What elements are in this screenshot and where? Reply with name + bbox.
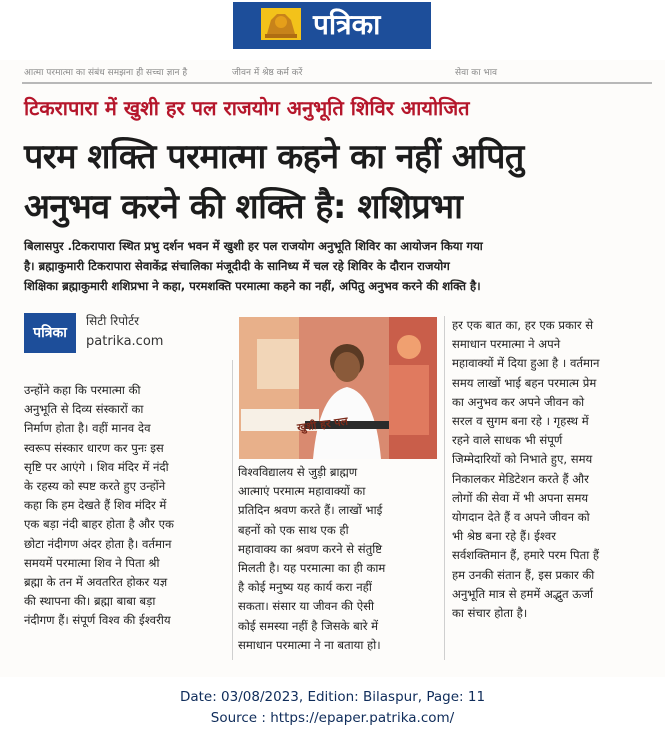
body-line: सरल व सुगम बना रहे । गृहस्थ में	[452, 414, 589, 429]
photo-banner-text: खुशी हर पल	[296, 414, 349, 435]
masthead-name: पत्रिका	[313, 8, 381, 41]
body-line: नंदीगण हैं। संपूर्ण विश्व की ईश्वरीय	[24, 613, 171, 628]
body-line: सर्वशक्तिमान हैं, हमारे परम पिता हैं	[452, 548, 600, 563]
body-line: मिलती है। यह परमात्मा का ही काम	[238, 561, 386, 576]
top-rule	[22, 82, 652, 84]
footer-date-line: Date: 03/08/2023, Edition: Bilaspur, Page: 11	[179, 689, 486, 705]
body-line: हम उनकी संतान हैं, इस प्रकार की	[452, 567, 595, 582]
article-lead	[24, 236, 640, 296]
body-line: विश्वविद्यालय से जुड़ी ब्राह्मण	[238, 465, 358, 479]
lead-line: है। ब्रह्माकुमारी टिकरापारा सेवाकेंद्र संचालिका मंजूदीदी के सानिध्य में चल रहे शिविर के दौरान राजयोग	[24, 259, 450, 273]
byline: सिटी रिपोर्टर	[86, 314, 140, 328]
body-line: सृष्टि पर आएंगे । शिव मंदिर में नंदी	[24, 459, 169, 474]
body-line: एक बड़ा नंदी बाहर होता है और एक	[24, 517, 174, 532]
lead-line: शिक्षिका ब्रह्माकुमारी शशिप्रभा ने कहा, परमशक्ति परमात्मा कहने का नहीं, अपितु अनुभव करने की शक्ति है।	[24, 279, 481, 293]
patrika-masthead	[233, 2, 431, 49]
article-kicker: टिकरापारा में खुशी हर पल राजयोग अनुभूति शिविर आयोजित	[24, 96, 470, 120]
headline-line-1: परम शक्ति परमात्मा कहने का नहीं अपितु	[24, 137, 524, 177]
body-line: अनुभूति मात्र से हममें अद्भुत ऊर्जा	[452, 586, 593, 601]
body-line: प्रतिदिन श्रवण करते हैं। लाखों भाई	[238, 503, 383, 518]
patrika-logo-badge: पत्रिका	[24, 313, 76, 353]
body-line: रहने वाले साधक भी संपूर्ण	[452, 433, 563, 448]
column-divider	[232, 360, 233, 660]
body-line: ब्रह्मा के तन में अवतरित होकर यज्ञ	[24, 575, 168, 590]
body-line: महावाक्यों में दिया हुआ है । वर्तमान	[452, 356, 600, 371]
body-line: आत्माएं परमात्म महावाक्यों का	[238, 484, 366, 499]
body-line: जिम्मेदारियों को निभाते हुए, समय	[452, 452, 593, 467]
article-column-3	[452, 316, 654, 623]
body-line: सकता। संसार या जीवन की ऐसी	[238, 599, 374, 614]
body-line: निकालकर मेडिटेशन करते हैं और	[452, 471, 589, 486]
body-line: की स्थापना की। ब्रह्मा बाबा बड़ा	[24, 594, 156, 609]
body-line: के रहस्य को स्पष्ट करते हुए उन्होंने	[24, 479, 166, 494]
body-line: का अनुभव कर अपने जीवन को	[452, 394, 585, 409]
body-line: लोगों की सेवा में भी अपना समय	[452, 490, 589, 505]
body-line: छोटा नंदीगण अंदर होता है। वर्तमान	[24, 536, 172, 551]
speaker-illustration	[239, 317, 437, 459]
cut-text-mid: जीवन में श्रेष्ठ कर्म करें	[232, 68, 303, 78]
body-line: कोई समस्या नहीं है जिसके बारे में	[238, 618, 379, 633]
headline-line-2: अनुभव करने की शक्ति है: शशिप्रभा	[24, 187, 463, 227]
site-credit: patrika.com	[86, 334, 164, 349]
cut-text-right: सेवा का भाव	[455, 68, 498, 78]
body-line: का संचार होता है।	[452, 606, 528, 621]
lion-logo-icon	[261, 8, 301, 40]
body-line: समय लाखों भाई बहन परमात्म प्रेम	[452, 375, 597, 390]
cut-text-left: आत्मा परमात्मा का संबंध समझना ही सच्चा ज्ञान है	[24, 68, 188, 78]
lead-line: बिलासपुर .टिकरापारा स्थित प्रभु दर्शन भवन में खुशी हर पल राजयोग अनुभूति शिविर का आयोजन किया गया	[24, 239, 483, 253]
body-line: समाधान परमात्मा ने ना बताया हो।	[238, 637, 381, 652]
body-line: उन्होंने कहा कि परमात्मा की	[24, 383, 141, 397]
body-line: निर्माण होता है। वहीं मानव देव	[24, 421, 151, 436]
footer-source-line: Source : https://epaper.patrika.com/	[210, 710, 455, 726]
speaker-photo	[239, 317, 437, 459]
body-line: बहनों को एक साथ एक ही	[238, 522, 349, 537]
body-line: है कोई मनुष्य यह कार्य करा नहीं	[238, 580, 372, 595]
article-column-1	[24, 381, 228, 631]
article-column-2	[238, 463, 440, 655]
body-line: अनुभूति से दिव्य संस्कारों का	[24, 402, 144, 417]
body-line: महावाक्य का श्रवण करने से संतुष्टि	[238, 541, 382, 556]
body-line: योगदान देते हैं व अपने जीवन को	[452, 510, 590, 525]
body-line: हर एक बात का, हर एक प्रकार से	[452, 318, 594, 332]
body-line: भी श्रेष्ठ बना रहे हैं। ईश्वर	[452, 529, 556, 544]
body-line: समाधान परमात्मा ने अपने	[452, 337, 561, 352]
column-divider	[444, 316, 445, 660]
body-line: समयमें परमात्मा शिव ने पिता श्री	[24, 555, 160, 570]
body-line: कहा कि हम देखते हैं शिव मंदिर में	[24, 498, 167, 513]
body-line: स्वरूप संस्कार धारण कर पुनः इस	[24, 440, 164, 455]
